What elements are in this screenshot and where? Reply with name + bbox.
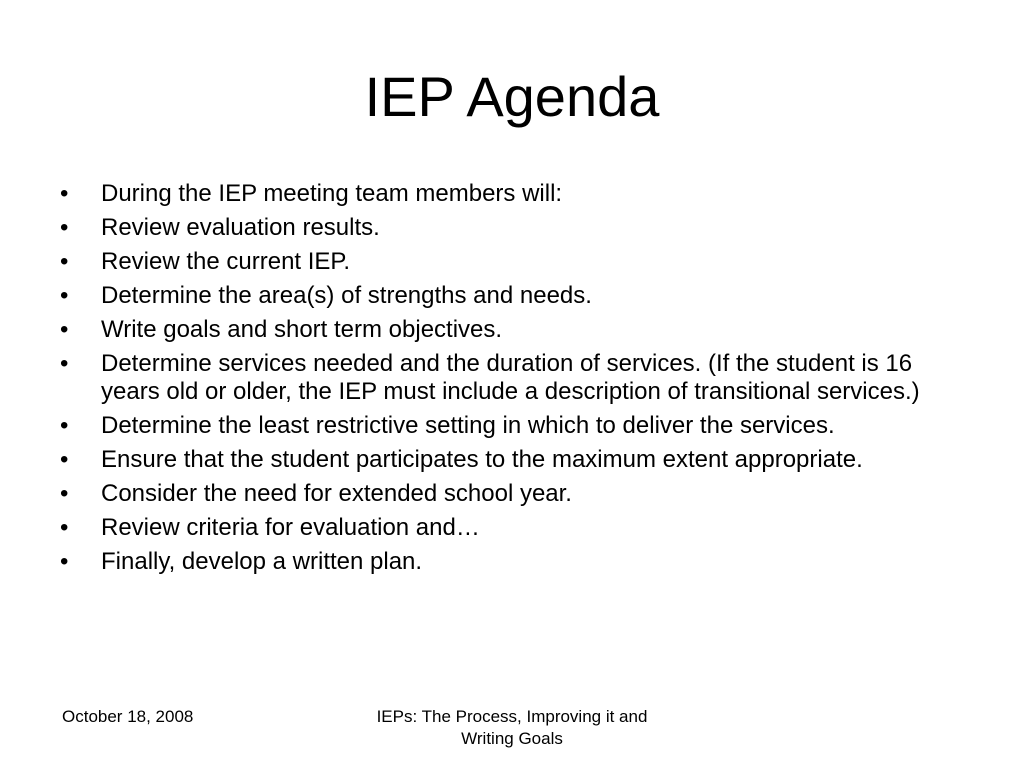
bullet-item xyxy=(58,350,958,406)
bullet-item xyxy=(58,480,958,508)
footer-date: October 18, 2008 xyxy=(62,707,194,726)
bullet-text: During the IEP meeting team members will: xyxy=(101,180,563,207)
bullet-text: Review evaluation results. xyxy=(101,214,380,241)
bullet-text: Determine the least restrictive setting in which to deliver the services. xyxy=(101,412,835,439)
bullet-text: Determine services needed and the duration of services. (If the student is 16 years old or older, the IEP must include a description of transitional services.) xyxy=(101,350,920,405)
bullet-item xyxy=(58,282,958,310)
bullet-icon: • xyxy=(60,248,69,275)
bullet-icon: • xyxy=(60,214,69,241)
bullet-icon: • xyxy=(60,282,69,309)
bullet-icon: • xyxy=(60,412,69,439)
bullet-list xyxy=(58,180,958,582)
bullet-icon: • xyxy=(60,446,69,473)
bullet-icon: • xyxy=(60,514,69,541)
footer-title: IEPs: The Process, Improving it and Writing Goals xyxy=(376,707,648,748)
bullet-text: Consider the need for extended school year. xyxy=(101,480,572,507)
bullet-text: Determine the area(s) of strengths and needs. xyxy=(101,282,592,309)
bullet-item xyxy=(58,412,958,440)
bullet-item xyxy=(58,214,958,242)
bullet-icon: • xyxy=(60,350,69,377)
slide-title: IEP Agenda xyxy=(364,65,660,128)
bullet-icon: • xyxy=(60,548,69,575)
bullet-text: Review the current IEP. xyxy=(101,248,351,275)
bullet-text: Finally, develop a written plan. xyxy=(101,548,423,575)
bullet-item xyxy=(58,514,958,542)
bullet-item xyxy=(58,316,958,344)
bullet-icon: • xyxy=(60,316,69,343)
bullet-text: Review criteria for evaluation and… xyxy=(101,514,480,541)
bullet-item xyxy=(58,548,958,576)
bullet-text: Write goals and short term objectives. xyxy=(101,316,503,343)
bullet-icon: • xyxy=(60,180,69,207)
bullet-item xyxy=(58,446,958,474)
bullet-icon: • xyxy=(60,480,69,507)
bullet-item xyxy=(58,248,958,276)
bullet-item xyxy=(58,180,958,208)
bullet-text: Ensure that the student participates to the maximum extent appropriate. xyxy=(101,446,863,473)
